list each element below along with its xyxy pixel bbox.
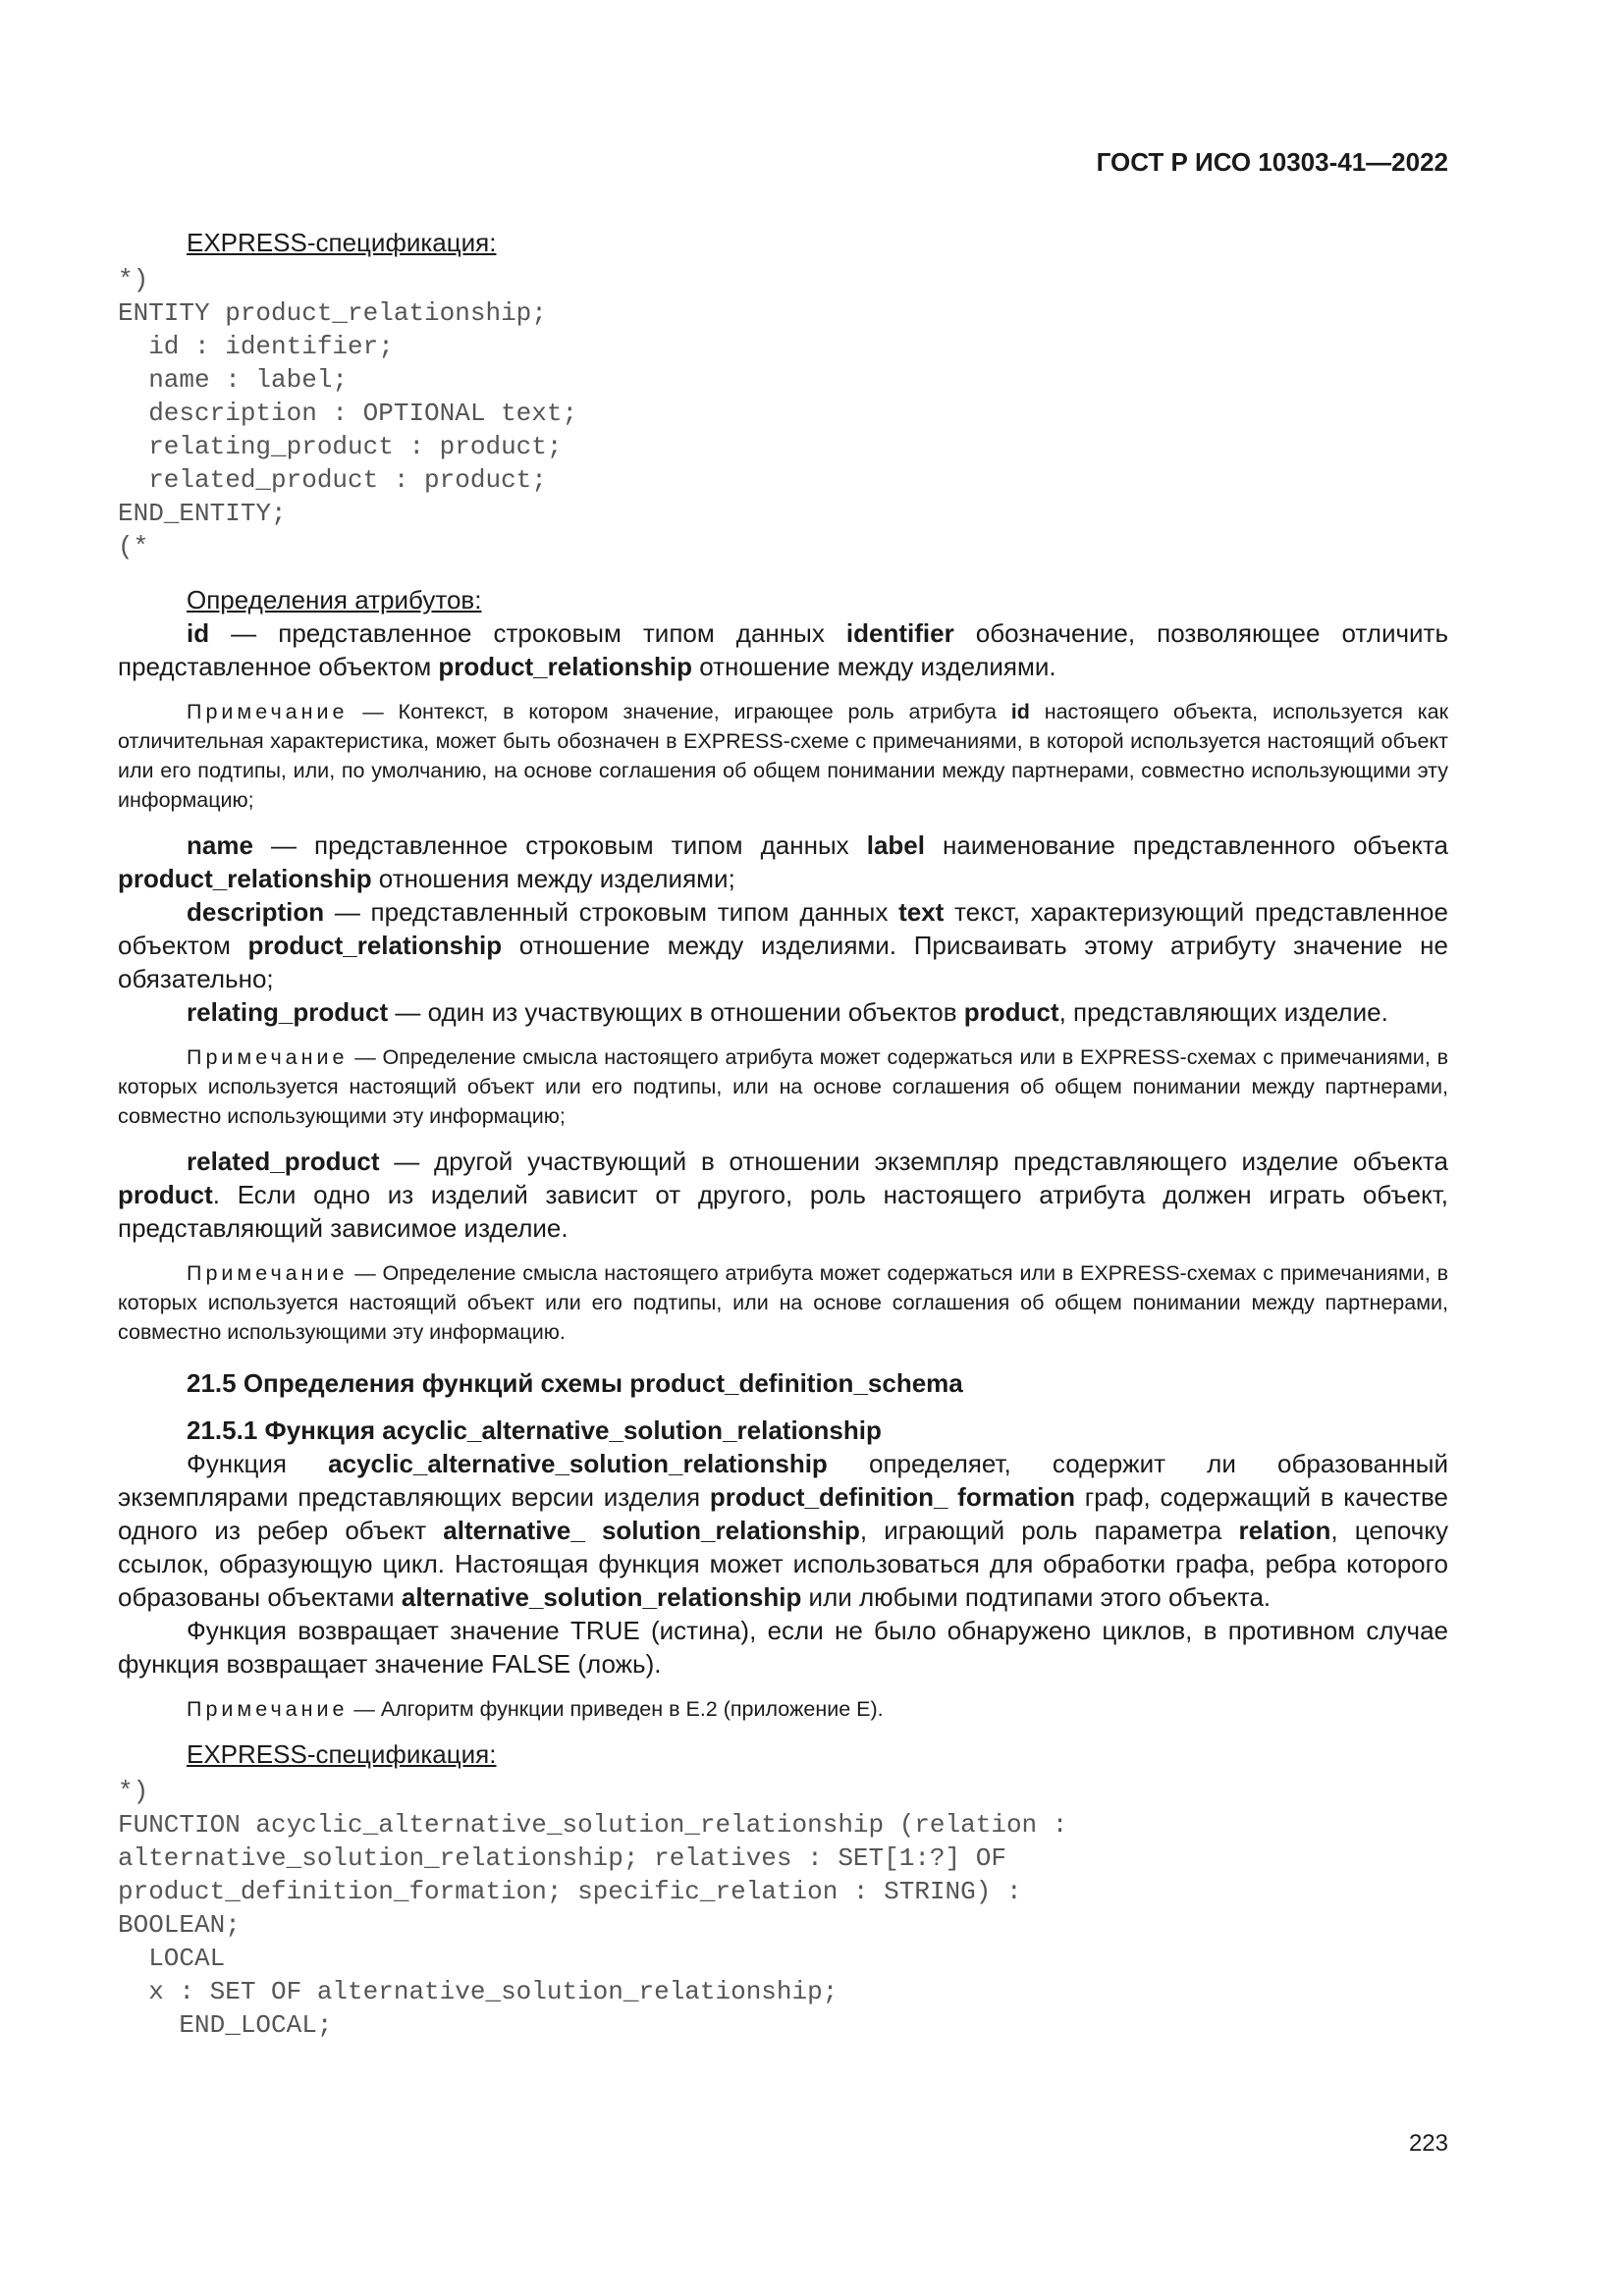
note-3: Примечание — Определение смысла настоящего атрибута может содержаться или в EXPRESS-схемах с примечаниями, в которых используется настоящий объект или его подтипы, или на основе соглашения об общем понимании между партнерами, совместно использующими эту информацию. <box>118 1261 1448 1344</box>
express-code-entity: *) ENTITY product_relationship; id : identifier; name : label; description : OPTIONAL text; relating_product : product; related_product : product; END_ENTITY; (* <box>118 265 578 561</box>
attr-relating-product-paragraph: relating_product — один из участвующих в отношении объектов product, представляющих изделие. <box>187 997 1388 1027</box>
express-spec-heading: EXPRESS-спецификация: <box>187 228 497 257</box>
section-heading-21-5: 21.5 Определения функций схемы product_definition_schema <box>187 1368 963 1398</box>
document-header: ГОСТ Р ИСО 10303-41—2022 <box>1096 147 1448 177</box>
page-number: 223 <box>1408 2130 1448 2157</box>
page-content <box>118 226 1448 2042</box>
attr-description-paragraph: description — представленный строковым типом данных text текст, характеризующий представленное объектом product_relationship отношение между изделиями. Присваивать этому атрибуту значение не обязательно; <box>118 897 1448 993</box>
attribute-definitions-heading: Определения атрибутов: <box>187 585 482 614</box>
function-return-paragraph: Функция возвращает значение TRUE (истина), если не было обнаружено циклов, в противном случае функция возвращает значение FALSE (ложь). <box>118 1616 1448 1679</box>
attr-related-product-paragraph: related_product — другой участвующий в отношении экземпляр представляющего изделие объекта product. Если одно из изделий зависит от другого, роль настоящего атрибута должен играть объект, представляющий зависимое изделие. <box>118 1147 1448 1243</box>
express-spec-heading-2: EXPRESS-спецификация: <box>187 1739 497 1769</box>
page <box>118 0 1448 2296</box>
attr-id-paragraph: id — представленное строковым типом данных identifier обозначение, позволяющее отличить представленное объектом product_relationship отношение между изделиями. <box>118 618 1448 681</box>
section-heading-21-5-1: 21.5.1 Функция acyclic_alternative_solution_relationship <box>187 1415 882 1445</box>
note-2: Примечание — Определение смысла настоящего атрибута может содержаться или в EXPRESS-схемах с примечаниями, в которых используется настоящий объект или его подтипы, или на основе соглашения об общем понимании между партнерами, совместно использующими эту информацию; <box>118 1045 1448 1128</box>
function-description-paragraph: Функция acyclic_alternative_solution_relationship определяет, содержит ли образованный экземплярами представляющих версии изделия product_definition_ formation граф, содержащий в качестве одного из ребер объект alternative_ solution_relationship, играющий роль параметра relation, цепочку ссылок, образующую цикл. Настоящая функция может использоваться для обработки графа, ребра которого образованы объектами alternative_solution_relationship или любыми подтипами этого объекта. <box>118 1449 1449 1612</box>
note-1: Примечание — Контекст, в котором значение, играющее роль атрибута id настоящего объекта, используется как отличительная характеристика, может быть обозначен в EXPRESS-схеме с примечаниями, в которой используется настоящий объект или его подтипы, или, по умолчанию, на основе соглашения об общем понимании между партнерами, совместно использующими эту информацию; <box>118 700 1448 812</box>
express-code-function: *) FUNCTION acyclic_alternative_solution_relationship (relation : alternative_solution_relationship; relatives : SET[1:?] OF product_definition_formation; specific_relation : STRING) : BOOLEAN; LOCAL x : SET OF alternative_solution_relationship; END_LOCAL; <box>118 1777 1068 2040</box>
note-4: Примечание — Алгоритм функции приведен в Е.2 (приложение Е). <box>187 1697 884 1721</box>
attr-name-paragraph: name — представленное строковым типом данных label наименование представленного объекта product_relationship отношения между изделиями; <box>118 830 1449 893</box>
